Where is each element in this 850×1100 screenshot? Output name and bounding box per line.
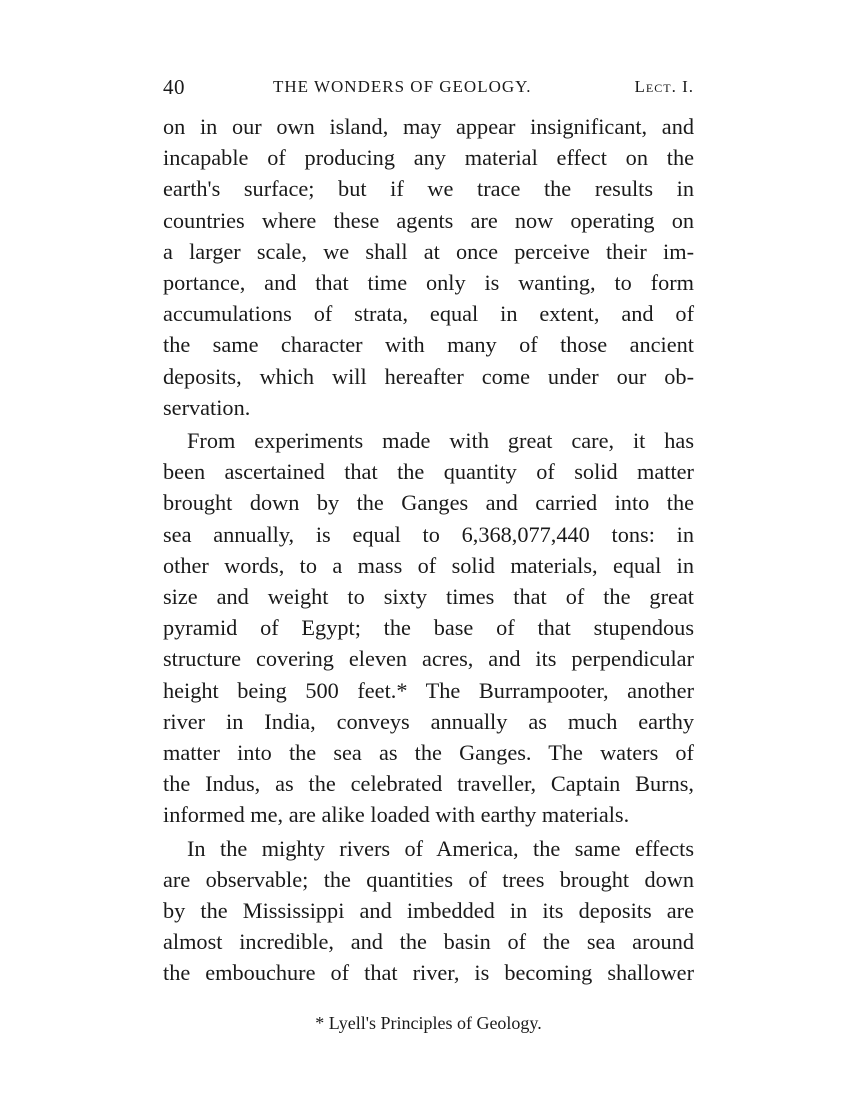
running-head: [163, 75, 694, 105]
text-line: brought down by the Ganges and carried into the: [163, 490, 694, 516]
text-line: accumulations of strata, equal in extent, and of: [163, 301, 694, 327]
running-title: THE WONDERS OF GEOLOGY.: [273, 77, 532, 96]
text-line: the same character with many of those ancient: [163, 332, 694, 358]
footnote: * Lyell's Principles of Geology.: [315, 1013, 542, 1033]
text-line: pyramid of Egypt; the base of that stupendous: [163, 615, 694, 641]
text-line: a larger scale, we shall at once perceive their im-: [163, 238, 694, 264]
text-line: servation.: [163, 394, 251, 420]
text-line: height being 500 feet.* The Burrampooter, another: [163, 677, 694, 703]
text-line: structure covering eleven acres, and its perpendicular: [163, 646, 694, 672]
text-line: In the mighty rivers of America, the same effects: [187, 835, 694, 861]
text-line: are observable; the quantities of trees brought down: [163, 866, 694, 892]
text-line: deposits, which will hereafter come under our ob-: [163, 363, 694, 389]
text-line: portance, and that time only is wanting, to form: [163, 270, 694, 296]
text-line: the Indus, as the celebrated traveller, Captain Burns,: [163, 771, 694, 797]
text-line: other words, to a mass of solid materials, equal in: [163, 552, 694, 578]
text-line: From experiments made with great care, it has: [187, 428, 694, 454]
text-line: matter into the sea as the Ganges. The waters of: [163, 740, 694, 766]
paragraph-3: [163, 833, 694, 989]
text-line: been ascertained that the quantity of solid matter: [163, 459, 694, 485]
paragraph-2: [163, 425, 694, 831]
text-line: informed me, are alike loaded with earthy materials.: [163, 802, 630, 828]
text-line: size and weight to sixty times that of the great: [163, 584, 694, 610]
text-line: earth's surface; but if we trace the results in: [163, 176, 694, 202]
lecture-mark: Lect. I.: [634, 77, 694, 96]
page-number: 40: [163, 75, 185, 99]
body-text: [163, 111, 694, 989]
text-line: almost incredible, and the basin of the sea around: [163, 929, 694, 955]
paragraph-1: [163, 111, 694, 423]
text-line: incapable of producing any material effect on the: [163, 145, 694, 171]
text-line: sea annually, is equal to 6,368,077,440 tons: in: [163, 521, 694, 547]
text-line: on in our own island, may appear insignificant, and: [163, 114, 694, 139]
text-line: river in India, conveys annually as much earthy: [163, 708, 694, 734]
text-line: the embouchure of that river, is becoming shallower: [163, 960, 694, 986]
text-line: countries where these agents are now operating on: [163, 207, 694, 233]
text-line: by the Mississippi and imbedded in its deposits are: [163, 898, 694, 924]
